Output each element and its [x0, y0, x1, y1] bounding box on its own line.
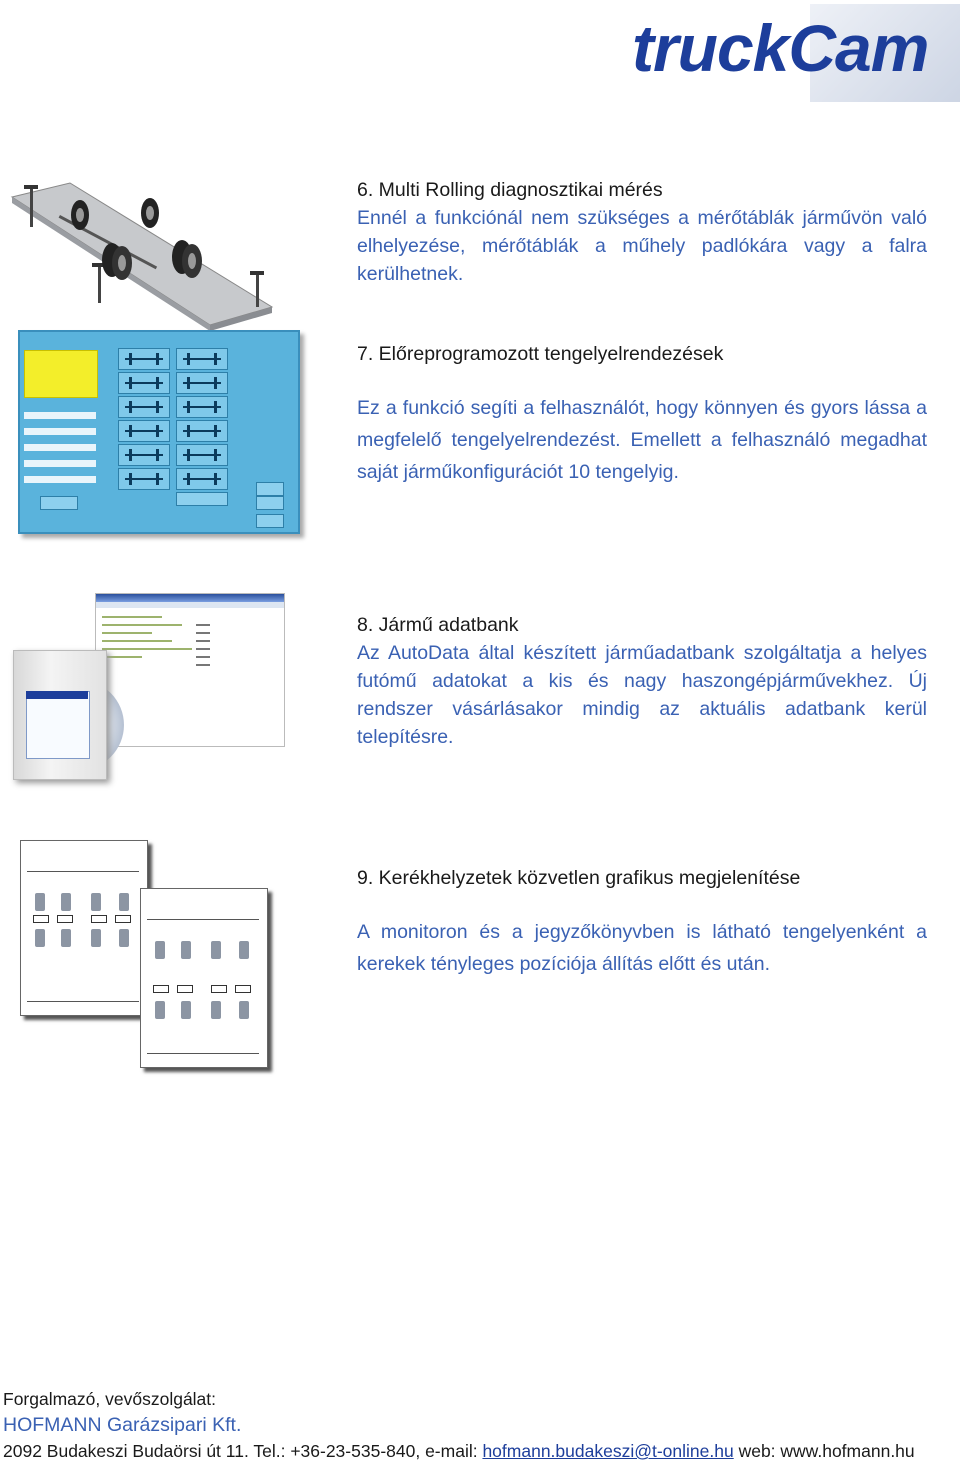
truckcam-logo [630, 4, 960, 102]
footer-distributor-label: Forgalmazó, vevőszolgálat: [3, 1389, 217, 1409]
cd-case [13, 650, 107, 780]
axle-config-tile [118, 396, 170, 418]
section-heading: 9. Kerékhelyzetek közvetlen grafikus megjelenítése [357, 867, 801, 889]
window-menubar [96, 602, 284, 608]
axle-config-tile [118, 468, 170, 490]
report-page-front [140, 888, 268, 1068]
axle-config-tile [118, 420, 170, 442]
section-heading: 6. Multi Rolling diagnosztikai mérés [357, 179, 663, 201]
section-axle-config [357, 340, 927, 488]
screen-button [256, 482, 284, 496]
screen-button [256, 496, 284, 510]
logo-text: truckCam [632, 11, 929, 85]
form-field [24, 444, 96, 451]
axle-config-tile [176, 468, 228, 490]
footer [3, 1386, 958, 1464]
form-field [24, 412, 96, 419]
axle-config-tile [176, 444, 228, 466]
form-field [24, 476, 96, 483]
vehicle-image-area [24, 350, 98, 398]
screen-button [40, 496, 78, 510]
section-body: Ez a funkció segíti a felhasználót, hogy könnyen és gyors lássa a megfelelő tengelyelrendezést. Emellett a felhasználó megadhat saját járműkonfigurációt 10 tengelyig. [357, 397, 927, 483]
form-field [24, 460, 96, 467]
section-multi-rolling [357, 176, 927, 288]
section-body: A monitoron és a jegyzőkönyvben is látható tengelyenként a kerekek tényleges pozíciója állítás előtt és után. [357, 921, 927, 975]
footer-address: 2092 Budakeszi Budaörsi út 11. Tel.: +36-23-535-840, e-mail: [3, 1441, 483, 1461]
axle-config-tile [176, 348, 228, 370]
multi-rolling-illustration [0, 175, 280, 335]
screen-button [176, 492, 228, 506]
form-field [24, 428, 96, 435]
screen-button [256, 514, 284, 528]
axle-config-tile [176, 420, 228, 442]
section-vehicle-database [357, 611, 927, 751]
footer-company: HOFMANN Garázsipari Kft. [3, 1414, 242, 1436]
section-heading: 8. Jármű adatbank [357, 614, 519, 636]
axle-config-screenshot [18, 330, 300, 534]
footer-email-link[interactable]: hofmann.budakeszi@t-online.hu [482, 1441, 734, 1461]
axle-config-tile [176, 396, 228, 418]
footer-contact [3, 1438, 958, 1464]
axle-config-tile [176, 372, 228, 394]
section-heading: 7. Előreprogramozott tengelyelrendezések [357, 343, 724, 365]
report-page-back [20, 840, 148, 1016]
section-wheel-graphics [357, 864, 927, 980]
section-body: Az AutoData által készített járműadatbank szolgáltatja a helyes futómű adatokat a kis és nagy haszongépjárművekhez. Új rendszer vásárlásakor mindig az aktuális adatbank kerül telepítésre. [357, 642, 927, 748]
window-titlebar [96, 594, 284, 602]
footer-web: web: www.hofmann.hu [733, 1441, 915, 1461]
axle-config-tile [118, 372, 170, 394]
axle-config-tile [118, 444, 170, 466]
section-body: Ennél a funkciónál nem szükséges a mérőtáblák járművön való elhelyezése, mérőtáblák a műhely padlókára vagy a falra kerülhetnek. [357, 207, 927, 285]
axle-config-tile [118, 348, 170, 370]
